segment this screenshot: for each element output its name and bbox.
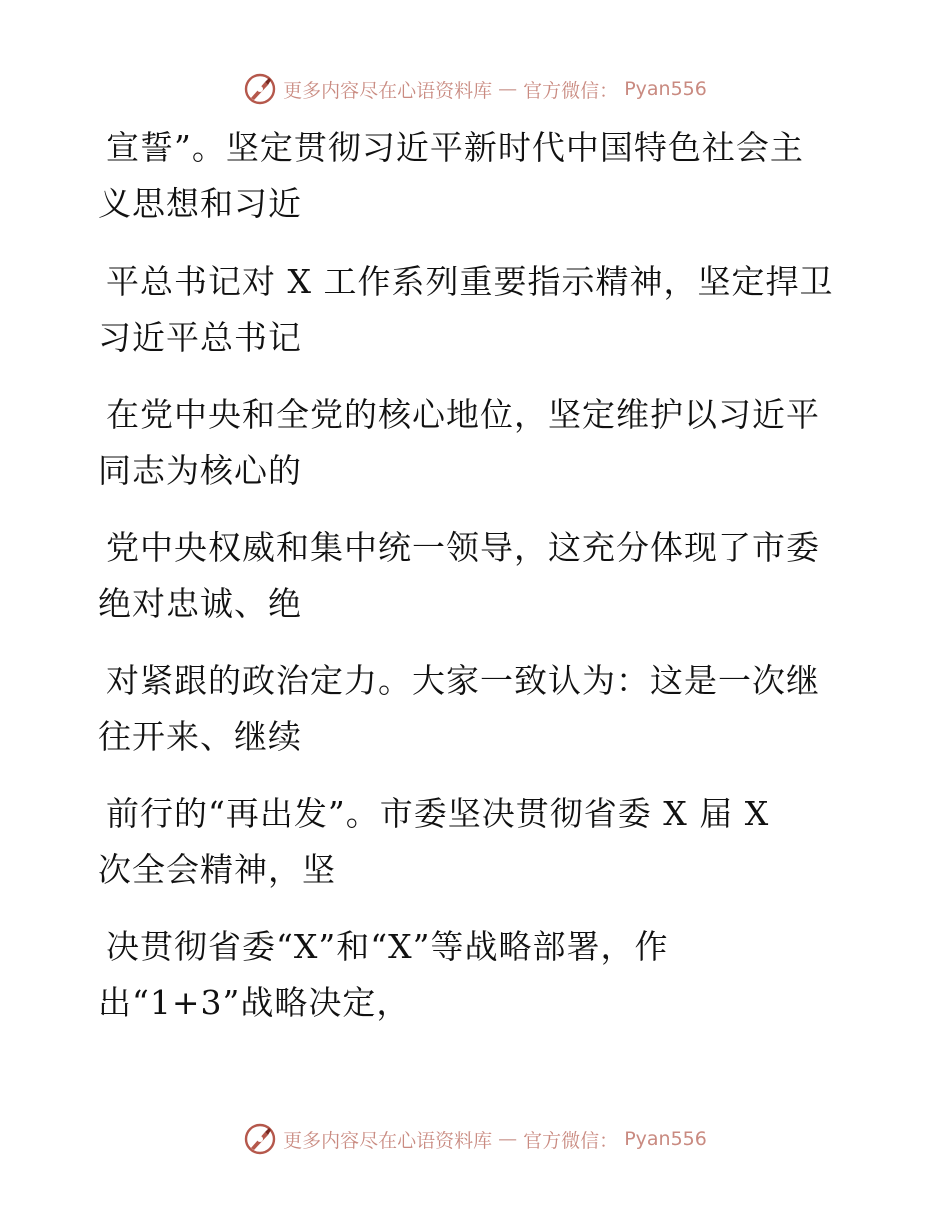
paragraph-6-line-2: 次全会精神，坚 — [98, 850, 336, 889]
paragraph-3-line-1: 在党中央和全党的核心地位，坚定维护以习近平 — [106, 395, 820, 434]
paragraph-2-line-1: 平总书记对 X 工作系列重要指示精神，坚定捍卫 — [106, 262, 834, 301]
pen-logo-icon — [243, 72, 277, 106]
watermark-account: Pyan556 — [624, 78, 707, 100]
paragraph-1-line-1: 宣誓”。坚定贯彻习近平新时代中国特色社会主 — [106, 128, 804, 167]
paragraph-5-line-2: 往开来、继续 — [98, 717, 302, 756]
paragraph-7-line-1: 决贯彻省委“X”和“X”等战略部署，作 — [106, 927, 669, 966]
watermark-header — [0, 72, 950, 106]
paragraph-2-line-2: 习近平总书记 — [98, 318, 302, 357]
watermark-suffix: 官方微信： — [523, 79, 619, 102]
paragraph-7-line-2: 出“1+3”战略决定， — [98, 983, 411, 1022]
watermark-text: 更多内容尽在心语资料库 — [283, 79, 493, 102]
watermark-dash: — — [498, 78, 518, 100]
paragraph-5-line-1: 对紧跟的政治定力。大家一致认为：这是一次继 — [106, 661, 820, 700]
watermark-suffix: 官方微信： — [523, 1129, 619, 1152]
pen-logo-icon — [243, 1122, 277, 1156]
paragraph-1-line-2: 义思想和习近 — [98, 184, 302, 223]
paragraph-4-line-2: 绝对忠诚、绝 — [98, 584, 302, 623]
watermark-text: 更多内容尽在心语资料库 — [283, 1129, 493, 1152]
paragraph-6-line-1: 前行的“再出发”。市委坚决贯彻省委 X 届 X — [106, 794, 770, 833]
watermark-account: Pyan556 — [624, 1128, 707, 1150]
watermark-footer — [0, 1122, 950, 1156]
watermark-dash: — — [498, 1128, 518, 1150]
paragraph-4-line-1: 党中央权威和集中统一领导，这充分体现了市委 — [106, 528, 820, 567]
paragraph-3-line-2: 同志为核心的 — [98, 451, 302, 490]
